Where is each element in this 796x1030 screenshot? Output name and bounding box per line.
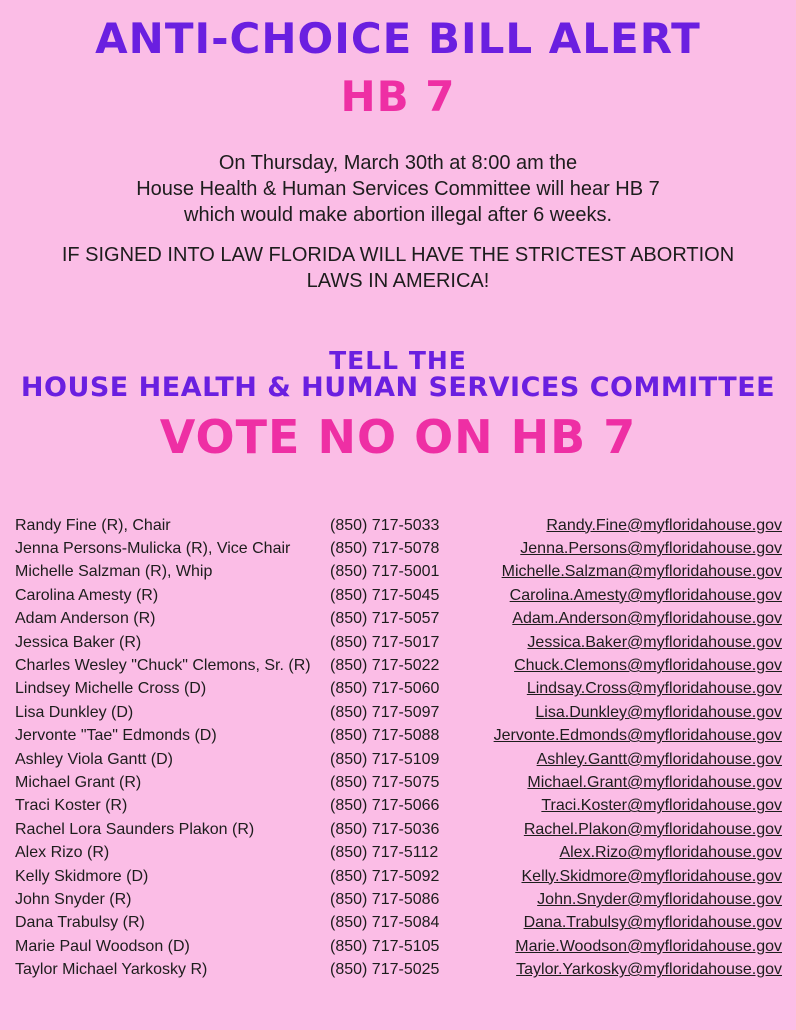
member-row — [15, 514, 782, 537]
hearing-announcement — [0, 150, 796, 228]
member-name: Taylor Michael Yarkosky R) — [15, 961, 208, 979]
member-name: Carolina Amesty (R) — [15, 586, 159, 604]
member-row — [15, 608, 782, 631]
member-email-cell — [480, 888, 782, 911]
member-email-link[interactable]: John.Snyder@myfloridahouse.gov — [537, 890, 782, 908]
roster-body — [15, 514, 782, 982]
member-email-link[interactable]: Traci.Koster@myfloridahouse.gov — [541, 797, 782, 815]
member-name: Randy Fine (R), Chair — [15, 516, 171, 534]
member-phone: (850) 717-5097 — [330, 703, 440, 721]
member-name: Michelle Salzman (R), Whip — [15, 563, 213, 581]
member-name: Kelly Skidmore (D) — [15, 867, 149, 885]
committee-roster — [15, 514, 782, 982]
member-phone: (850) 717-5060 — [330, 680, 440, 698]
member-name: Rachel Lora Saunders Plakon (R) — [15, 820, 255, 838]
member-email-link[interactable]: Jessica.Baker@myfloridahouse.gov — [527, 633, 782, 651]
member-name: Ashley Viola Gantt (D) — [15, 750, 173, 768]
warning-line-1: IF SIGNED INTO LAW FLORIDA WILL HAVE THE STRICTEST ABORTION — [61, 244, 735, 266]
member-email-link[interactable]: Rachel.Plakon@myfloridahouse.gov — [523, 820, 782, 838]
alert-title: ANTI-CHOICE BILL ALERT — [95, 14, 701, 63]
member-row — [15, 935, 782, 958]
member-phone: (850) 717-5105 — [330, 937, 440, 955]
member-phone: (850) 717-5017 — [330, 633, 440, 651]
hearing-line-2: House Health & Human Services Committee will hear HB 7 — [136, 178, 660, 200]
member-row — [15, 771, 782, 794]
member-email-link[interactable]: Chuck.Clemons@myfloridahouse.gov — [514, 657, 782, 675]
member-row — [15, 631, 782, 654]
member-name: Lindsey Michelle Cross (D) — [15, 680, 207, 698]
tell-the-heading: TELL THE — [329, 346, 467, 375]
member-row — [15, 725, 782, 748]
member-email-cell — [480, 865, 782, 888]
member-row — [15, 584, 782, 607]
member-phone: (850) 717-5001 — [330, 563, 440, 581]
member-email-link[interactable]: Marie.Woodson@myfloridahouse.gov — [515, 937, 782, 955]
member-email-cell — [480, 514, 782, 537]
member-email-link[interactable]: Taylor.Yarkosky@myfloridahouse.gov — [516, 961, 782, 979]
member-email-cell — [480, 701, 782, 724]
member-email-cell — [480, 725, 782, 748]
member-phone: (850) 717-5033 — [330, 516, 440, 534]
member-email-cell — [480, 818, 782, 841]
member-phone: (850) 717-5109 — [330, 750, 440, 768]
member-row — [15, 958, 782, 981]
member-email-link[interactable]: Kelly.Skidmore@myfloridahouse.gov — [521, 867, 782, 885]
member-name: Alex Rizo (R) — [15, 844, 110, 862]
member-row — [15, 795, 782, 818]
member-email-link[interactable]: Jervonte.Edmonds@myfloridahouse.gov — [493, 727, 782, 745]
member-row — [15, 888, 782, 911]
member-phone: (850) 717-5025 — [330, 961, 440, 979]
member-email-link[interactable]: Michelle.Salzman@myfloridahouse.gov — [501, 563, 782, 581]
member-phone: (850) 717-5075 — [330, 773, 440, 791]
member-email-cell — [480, 912, 782, 935]
member-email-link[interactable]: Michael.Grant@myfloridahouse.gov — [527, 773, 782, 791]
member-email-link[interactable]: Carolina.Amesty@myfloridahouse.gov — [509, 586, 782, 604]
member-name: Traci Koster (R) — [15, 797, 128, 815]
member-row — [15, 748, 782, 771]
member-name: Jessica Baker (R) — [15, 633, 142, 651]
member-row — [15, 912, 782, 935]
member-name: Dana Trabulsy (R) — [15, 914, 145, 932]
member-row — [15, 701, 782, 724]
member-email-cell — [480, 631, 782, 654]
member-email-cell — [480, 748, 782, 771]
vote-no-heading: VOTE NO ON HB 7 — [159, 410, 637, 464]
bill-number: HB 7 — [340, 72, 456, 121]
member-name: Adam Anderson (R) — [15, 610, 156, 628]
member-row — [15, 678, 782, 701]
member-phone: (850) 717-5045 — [330, 586, 440, 604]
member-email-cell — [480, 678, 782, 701]
member-email-link[interactable]: Alex.Rizo@myfloridahouse.gov — [559, 844, 782, 862]
member-email-cell — [480, 795, 782, 818]
member-email-cell — [480, 654, 782, 677]
member-email-cell — [480, 584, 782, 607]
member-name: John Snyder (R) — [15, 890, 132, 908]
member-email-link[interactable]: Jenna.Persons@myfloridahouse.gov — [520, 540, 782, 558]
member-name: Marie Paul Woodson (D) — [15, 937, 190, 955]
hearing-line-1: On Thursday, March 30th at 8:00 am the — [218, 152, 578, 174]
member-email-cell — [480, 935, 782, 958]
member-phone: (850) 717-5112 — [330, 844, 439, 862]
member-email-link[interactable]: Dana.Trabulsy@myfloridahouse.gov — [523, 914, 782, 932]
member-email-link[interactable]: Randy.Fine@myfloridahouse.gov — [546, 516, 782, 534]
member-email-cell — [480, 608, 782, 631]
member-row — [15, 865, 782, 888]
member-email-link[interactable]: Lindsay.Cross@myfloridahouse.gov — [526, 680, 782, 698]
member-email-link[interactable]: Adam.Anderson@myfloridahouse.gov — [512, 610, 782, 628]
member-email-cell — [480, 841, 782, 864]
member-row — [15, 561, 782, 584]
member-row — [15, 841, 782, 864]
warning-line-2: LAWS IN AMERICA! — [306, 270, 490, 292]
member-email-cell — [480, 561, 782, 584]
member-phone: (850) 717-5022 — [330, 657, 440, 675]
member-name: Michael Grant (R) — [15, 773, 142, 791]
member-row — [15, 537, 782, 560]
member-phone: (850) 717-5088 — [330, 727, 440, 745]
member-name: Jenna Persons-Mulicka (R), Vice Chair — [15, 540, 291, 558]
member-email-cell — [480, 537, 782, 560]
member-phone: (850) 717-5084 — [330, 914, 440, 932]
member-name: Jervonte "Tae" Edmonds (D) — [15, 727, 217, 745]
member-email-cell — [480, 771, 782, 794]
member-row — [15, 818, 782, 841]
member-email-link[interactable]: Lisa.Dunkley@myfloridahouse.gov — [535, 703, 782, 721]
member-email-link[interactable]: Ashley.Gantt@myfloridahouse.gov — [536, 750, 782, 768]
member-phone: (850) 717-5066 — [330, 797, 440, 815]
hearing-line-3: which would make abortion illegal after 6 weeks. — [184, 204, 612, 226]
member-name: Charles Wesley "Chuck" Clemons, Sr. (R) — [15, 657, 311, 675]
law-warning — [0, 242, 796, 294]
member-phone: (850) 717-5086 — [330, 890, 440, 908]
member-phone: (850) 717-5092 — [330, 867, 440, 885]
member-phone: (850) 717-5078 — [330, 540, 440, 558]
member-email-cell — [480, 958, 782, 981]
member-phone: (850) 717-5057 — [330, 610, 440, 628]
committee-heading: HOUSE HEALTH & HUMAN SERVICES COMMITTEE — [20, 372, 776, 403]
member-phone: (850) 717-5036 — [330, 820, 440, 838]
member-row — [15, 654, 782, 677]
member-name: Lisa Dunkley (D) — [15, 703, 134, 721]
